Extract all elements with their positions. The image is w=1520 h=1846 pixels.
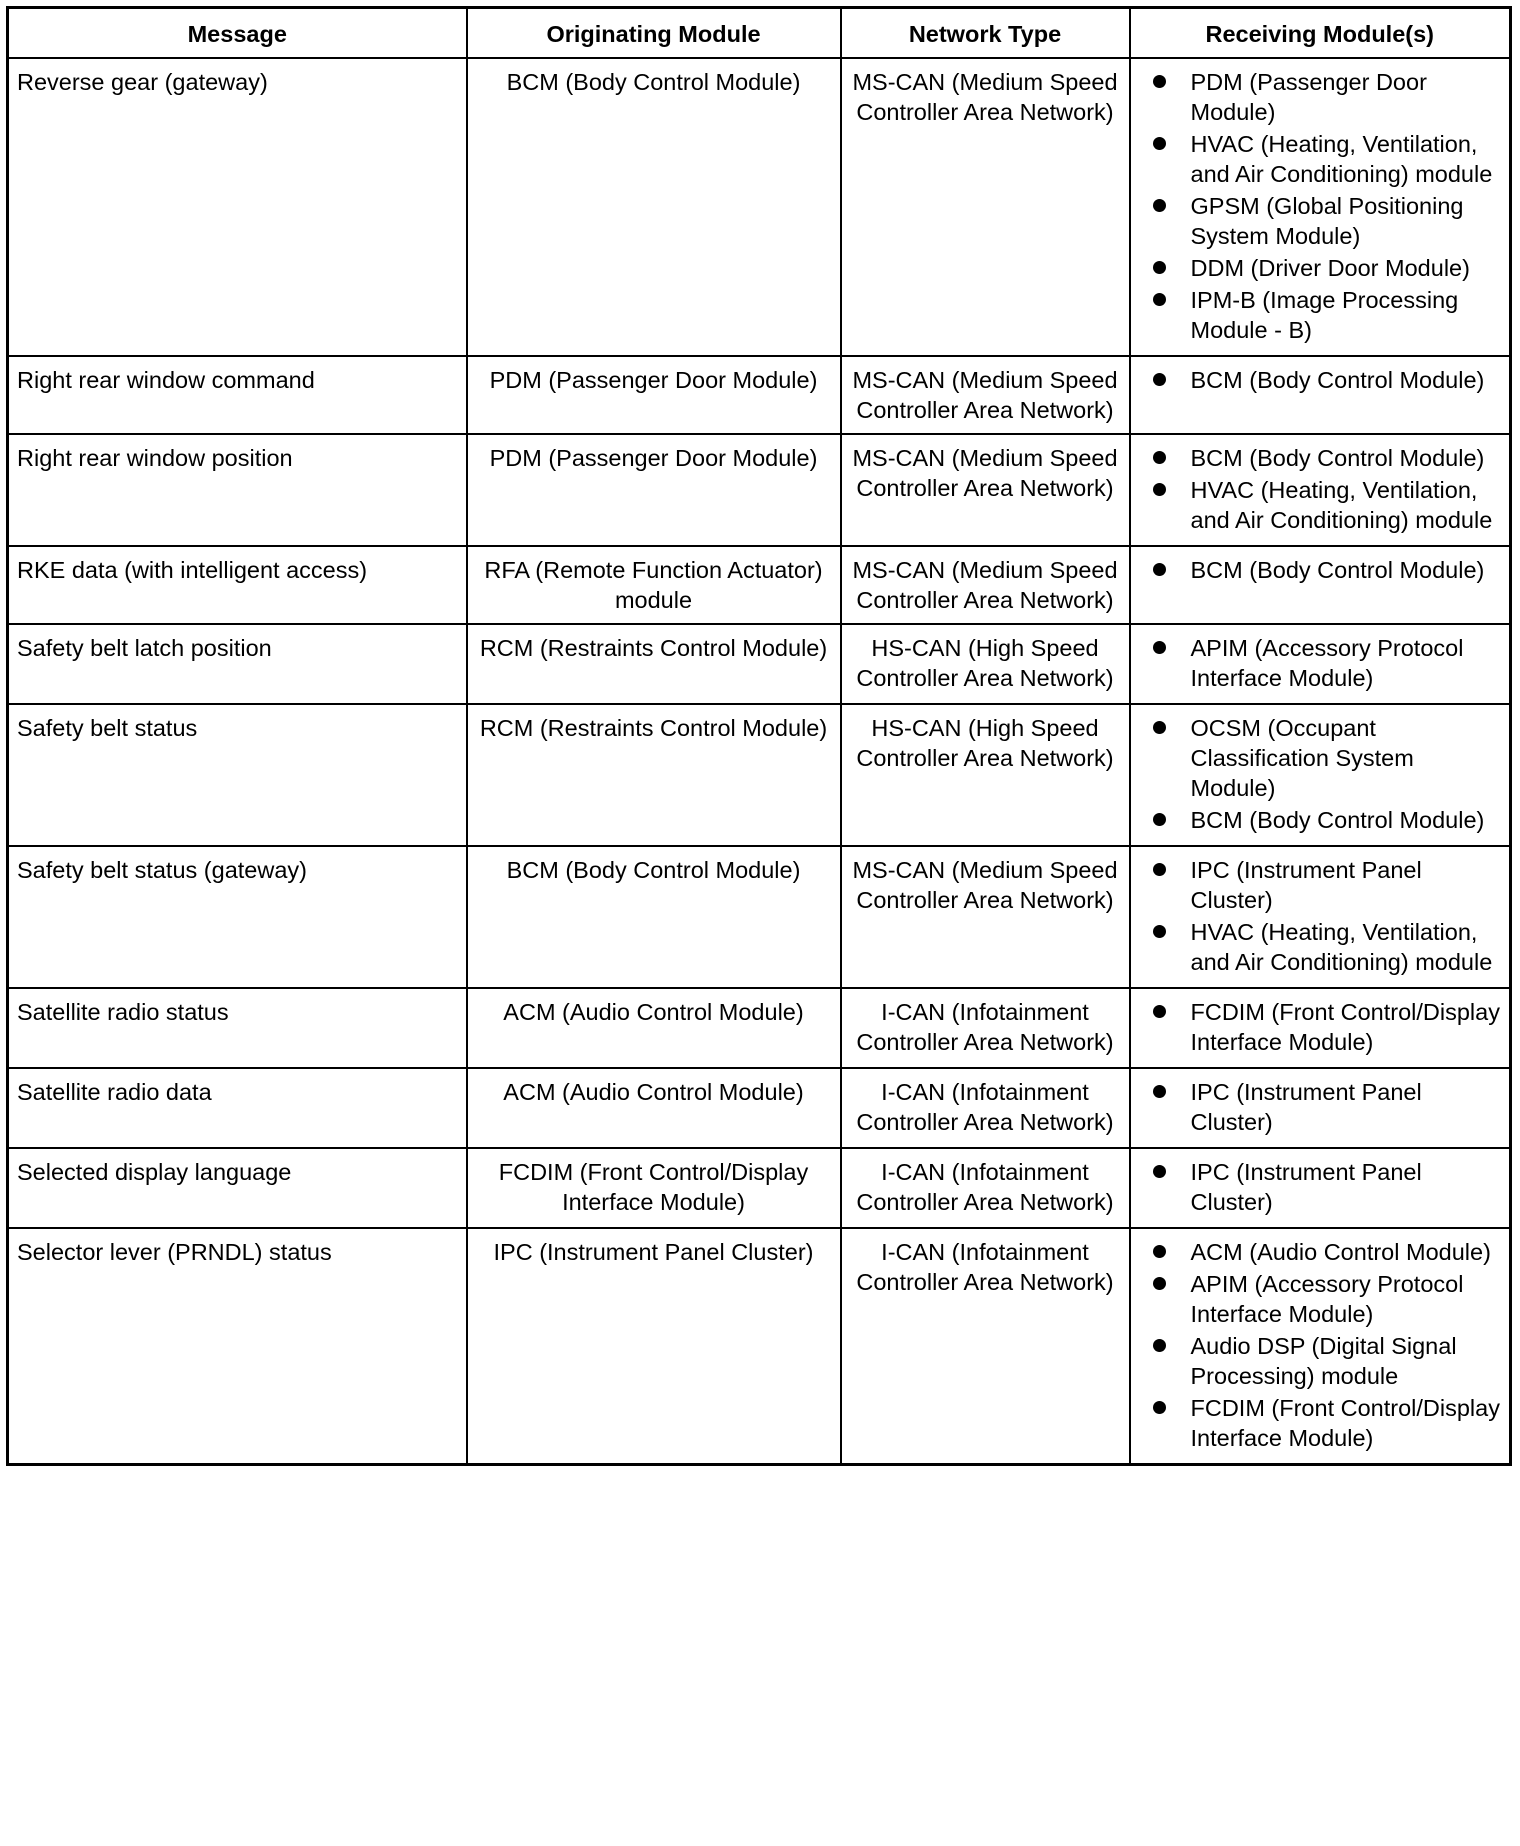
receiving-module-item [1153, 1269, 1504, 1329]
table-row [8, 546, 1511, 624]
receiving-module-label: BCM (Body Control Module) [1190, 557, 1485, 583]
bullet-icon [1153, 1165, 1166, 1178]
header-originating-module: Originating Module [467, 8, 841, 59]
receiving-module-list [1153, 855, 1504, 977]
receiving-module-label: Audio DSP (Digital Signal Processing) module [1190, 1333, 1457, 1389]
receiving-module-list [1153, 997, 1504, 1057]
receiving-module-list [1153, 713, 1504, 835]
originating-module-cell: PDM (Passenger Door Module) [467, 356, 841, 434]
receiving-module-item [1153, 129, 1504, 189]
bullet-icon [1153, 373, 1166, 386]
receiving-module-item [1153, 191, 1504, 251]
bullet-icon [1153, 137, 1166, 150]
table-row [8, 846, 1511, 988]
table-body [8, 58, 1511, 1465]
originating-module-cell: ACM (Audio Control Module) [467, 988, 841, 1068]
receiving-module-list [1153, 1077, 1504, 1137]
network-type-cell: I-CAN (Infotainment Controller Area Network) [841, 988, 1130, 1068]
receiving-modules-cell [1130, 988, 1511, 1068]
receiving-modules-cell [1130, 1228, 1511, 1465]
receiving-modules-cell [1130, 624, 1511, 704]
receiving-module-list [1153, 365, 1504, 395]
receiving-modules-cell [1130, 546, 1511, 624]
receiving-module-list [1153, 555, 1504, 585]
receiving-module-list [1153, 443, 1504, 535]
originating-module-cell: IPC (Instrument Panel Cluster) [467, 1228, 841, 1465]
receiving-module-label: APIM (Accessory Protocol Interface Module) [1190, 1271, 1464, 1327]
table-row [8, 1148, 1511, 1228]
originating-module-cell: BCM (Body Control Module) [467, 846, 841, 988]
receiving-module-label: IPC (Instrument Panel Cluster) [1190, 1159, 1422, 1215]
message-cell: Safety belt status [8, 704, 467, 846]
message-cell: Reverse gear (gateway) [8, 58, 467, 356]
bullet-icon [1153, 483, 1166, 496]
bullet-icon [1153, 721, 1166, 734]
receiving-module-item [1153, 713, 1504, 803]
receiving-module-item [1153, 67, 1504, 127]
table-row [8, 1068, 1511, 1148]
receiving-module-item [1153, 365, 1504, 395]
receiving-module-label: APIM (Accessory Protocol Interface Module) [1190, 635, 1464, 691]
receiving-module-list [1153, 1157, 1504, 1217]
receiving-module-label: IPC (Instrument Panel Cluster) [1190, 1079, 1422, 1135]
receiving-module-item [1153, 555, 1504, 585]
network-type-cell: MS-CAN (Medium Speed Controller Area Network) [841, 434, 1130, 546]
bullet-icon [1153, 1005, 1166, 1018]
table-row [8, 434, 1511, 546]
receiving-modules-cell [1130, 1148, 1511, 1228]
receiving-module-item [1153, 1157, 1504, 1217]
receiving-module-item [1153, 1393, 1504, 1453]
receiving-module-label: DDM (Driver Door Module) [1190, 255, 1470, 281]
network-type-cell: I-CAN (Infotainment Controller Area Network) [841, 1068, 1130, 1148]
table-row [8, 988, 1511, 1068]
network-type-cell: MS-CAN (Medium Speed Controller Area Network) [841, 546, 1130, 624]
originating-module-cell: RFA (Remote Function Actuator) module [467, 546, 841, 624]
message-cell: Right rear window position [8, 434, 467, 546]
receiving-module-item [1153, 475, 1504, 535]
receiving-module-item [1153, 1077, 1504, 1137]
receiving-modules-cell [1130, 1068, 1511, 1148]
table-row [8, 356, 1511, 434]
receiving-module-label: PDM (Passenger Door Module) [1190, 69, 1427, 125]
message-cell: Satellite radio data [8, 1068, 467, 1148]
receiving-module-label: BCM (Body Control Module) [1190, 367, 1485, 393]
originating-module-cell: RCM (Restraints Control Module) [467, 624, 841, 704]
receiving-module-list [1153, 67, 1504, 345]
receiving-module-item [1153, 805, 1504, 835]
network-type-cell: MS-CAN (Medium Speed Controller Area Network) [841, 58, 1130, 356]
receiving-module-item [1153, 855, 1504, 915]
bullet-icon [1153, 641, 1166, 654]
receiving-module-item [1153, 253, 1504, 283]
table-row [8, 624, 1511, 704]
receiving-module-label: HVAC (Heating, Ventilation, and Air Conditioning) module [1190, 919, 1493, 975]
receiving-module-label: IPM-B (Image Processing Module - B) [1190, 287, 1459, 343]
network-type-cell: HS-CAN (High Speed Controller Area Network) [841, 624, 1130, 704]
bullet-icon [1153, 451, 1166, 464]
originating-module-cell: FCDIM (Front Control/Display Interface Module) [467, 1148, 841, 1228]
receiving-module-item [1153, 917, 1504, 977]
receiving-module-label: BCM (Body Control Module) [1190, 445, 1485, 471]
bullet-icon [1153, 1277, 1166, 1290]
bullet-icon [1153, 813, 1166, 826]
message-cell: Right rear window command [8, 356, 467, 434]
receiving-module-list [1153, 633, 1504, 693]
network-type-cell: MS-CAN (Medium Speed Controller Area Network) [841, 356, 1130, 434]
receiving-module-label: GPSM (Global Positioning System Module) [1190, 193, 1464, 249]
table-row [8, 1228, 1511, 1465]
receiving-modules-cell [1130, 58, 1511, 356]
receiving-modules-cell [1130, 434, 1511, 546]
receiving-module-label: FCDIM (Front Control/Display Interface Module) [1190, 999, 1500, 1055]
header-receiving-modules: Receiving Module(s) [1130, 8, 1511, 59]
network-type-cell: I-CAN (Infotainment Controller Area Network) [841, 1148, 1130, 1228]
message-cell: Selected display language [8, 1148, 467, 1228]
originating-module-cell: ACM (Audio Control Module) [467, 1068, 841, 1148]
receiving-module-label: BCM (Body Control Module) [1190, 807, 1485, 833]
bullet-icon [1153, 563, 1166, 576]
receiving-module-label: HVAC (Heating, Ventilation, and Air Conditioning) module [1190, 477, 1493, 533]
bullet-icon [1153, 925, 1166, 938]
table-row [8, 704, 1511, 846]
table-row [8, 58, 1511, 356]
message-cell: Safety belt latch position [8, 624, 467, 704]
network-type-cell: I-CAN (Infotainment Controller Area Network) [841, 1228, 1130, 1465]
receiving-module-item [1153, 633, 1504, 693]
network-type-cell: HS-CAN (High Speed Controller Area Network) [841, 704, 1130, 846]
table-header [8, 8, 1511, 59]
receiving-module-item [1153, 997, 1504, 1057]
receiving-modules-cell [1130, 356, 1511, 434]
bullet-icon [1153, 1085, 1166, 1098]
bullet-icon [1153, 261, 1166, 274]
receiving-module-item [1153, 443, 1504, 473]
message-cell: Safety belt status (gateway) [8, 846, 467, 988]
bullet-icon [1153, 293, 1166, 306]
bullet-icon [1153, 199, 1166, 212]
message-cell: Satellite radio status [8, 988, 467, 1068]
network-message-table [6, 6, 1512, 1466]
header-row [8, 8, 1511, 59]
message-cell: Selector lever (PRNDL) status [8, 1228, 467, 1465]
header-network-type: Network Type [841, 8, 1130, 59]
receiving-module-label: FCDIM (Front Control/Display Interface Module) [1190, 1395, 1500, 1451]
originating-module-cell: PDM (Passenger Door Module) [467, 434, 841, 546]
receiving-module-label: ACM (Audio Control Module) [1190, 1239, 1491, 1265]
receiving-module-item [1153, 1331, 1504, 1391]
receiving-module-list [1153, 1237, 1504, 1453]
receiving-modules-cell [1130, 846, 1511, 988]
bullet-icon [1153, 1339, 1166, 1352]
receiving-module-label: IPC (Instrument Panel Cluster) [1190, 857, 1422, 913]
receiving-module-label: OCSM (Occupant Classification System Module) [1190, 715, 1414, 801]
originating-module-cell: RCM (Restraints Control Module) [467, 704, 841, 846]
message-cell: RKE data (with intelligent access) [8, 546, 467, 624]
bullet-icon [1153, 1401, 1166, 1414]
bullet-icon [1153, 1245, 1166, 1258]
receiving-modules-cell [1130, 704, 1511, 846]
header-message: Message [8, 8, 467, 59]
bullet-icon [1153, 863, 1166, 876]
receiving-module-label: HVAC (Heating, Ventilation, and Air Conditioning) module [1190, 131, 1493, 187]
network-type-cell: MS-CAN (Medium Speed Controller Area Network) [841, 846, 1130, 988]
originating-module-cell: BCM (Body Control Module) [467, 58, 841, 356]
receiving-module-item [1153, 1237, 1504, 1267]
bullet-icon [1153, 75, 1166, 88]
receiving-module-item [1153, 285, 1504, 345]
